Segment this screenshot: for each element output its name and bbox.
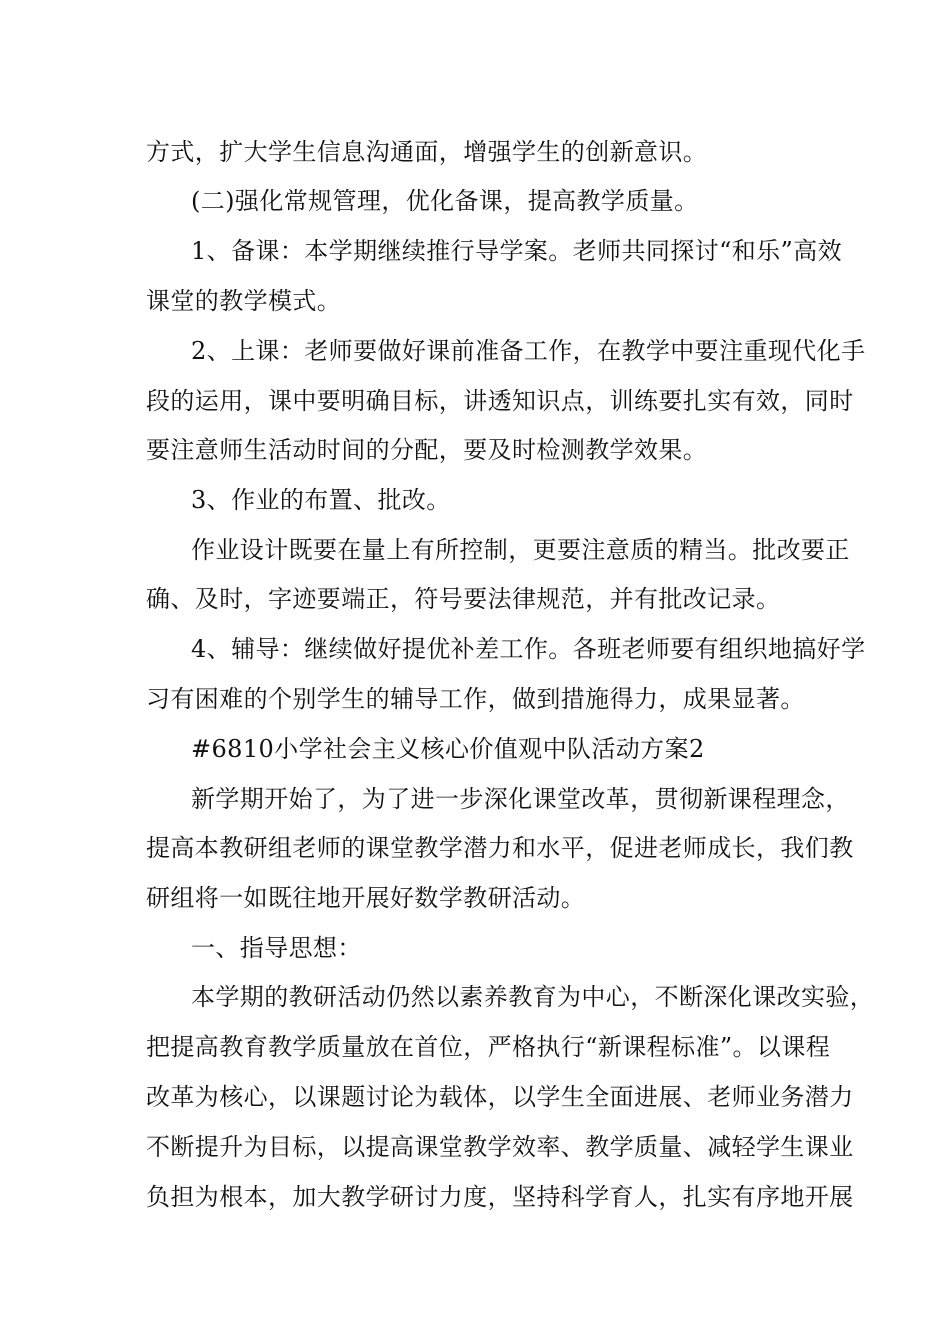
text-line: 作业设计既要在量上有所控制，更要注意质的精当。批改要正 <box>191 536 850 564</box>
section-heading: (二)强化常规管理，优化备课，提高教学质量。 <box>191 187 699 215</box>
text-line: 2、上课：老师要做好课前准备工作，在教学中要注重现代化手 <box>191 337 866 365</box>
text-line: 负担为根本，加大教学研讨力度，坚持科学育人，扎实有序地开展 <box>146 1183 854 1211</box>
text-line: 提高本教研组老师的课堂教学潜力和水平，促进老师成长，我们教 <box>146 834 854 862</box>
text-line: 方式，扩大学生信息沟通面，增强学生的创新意识。 <box>146 138 708 166</box>
text-line: 不断提升为目标，以提高课堂教学效率、教学质量、减轻学生课业 <box>146 1133 854 1161</box>
text-line: 确、及时，字迹要端正，符号要法律规范，并有批改记录。 <box>146 585 781 613</box>
text-line: 本学期的教研活动仍然以素养教育为中心，不断深化课改实验， <box>191 983 875 1011</box>
text-line: 新学期开始了，为了进一步深化课堂改革，贯彻新课程理念， <box>191 785 850 813</box>
section-heading: #6810小学社会主义核心价值观中队活动方案2 <box>191 735 705 763</box>
text-line: 改革为核心，以课题讨论为载体，以学生全面进展、老师业务潜力 <box>146 1083 854 1111</box>
text-line: 要注意师生活动时间的分配，要及时检测教学效果。 <box>146 436 708 464</box>
section-heading: 一、指导思想： <box>191 934 362 962</box>
text-line: 段的运用，课中要明确目标，讲透知识点，训练要扎实有效，同时 <box>146 387 854 415</box>
text-line: 3、作业的布置、批改。 <box>191 486 451 514</box>
text-line: 1、备课：本学期继续推行导学案。老师共同探讨“和乐”高效 <box>191 237 843 265</box>
text-line: 研组将一如既往地开展好数学教研活动。 <box>146 884 586 912</box>
text-line: 课堂的教学模式。 <box>146 287 342 315</box>
text-line: 习有困难的个别学生的辅导工作，做到措施得力，成果显著。 <box>146 685 805 713</box>
text-line: 把提高教育教学质量放在首位，严格执行“新课程标准”。以课程 <box>146 1033 831 1061</box>
text-line: 4、辅导：继续做好提优补差工作。各班老师要有组织地搞好学 <box>191 635 866 663</box>
